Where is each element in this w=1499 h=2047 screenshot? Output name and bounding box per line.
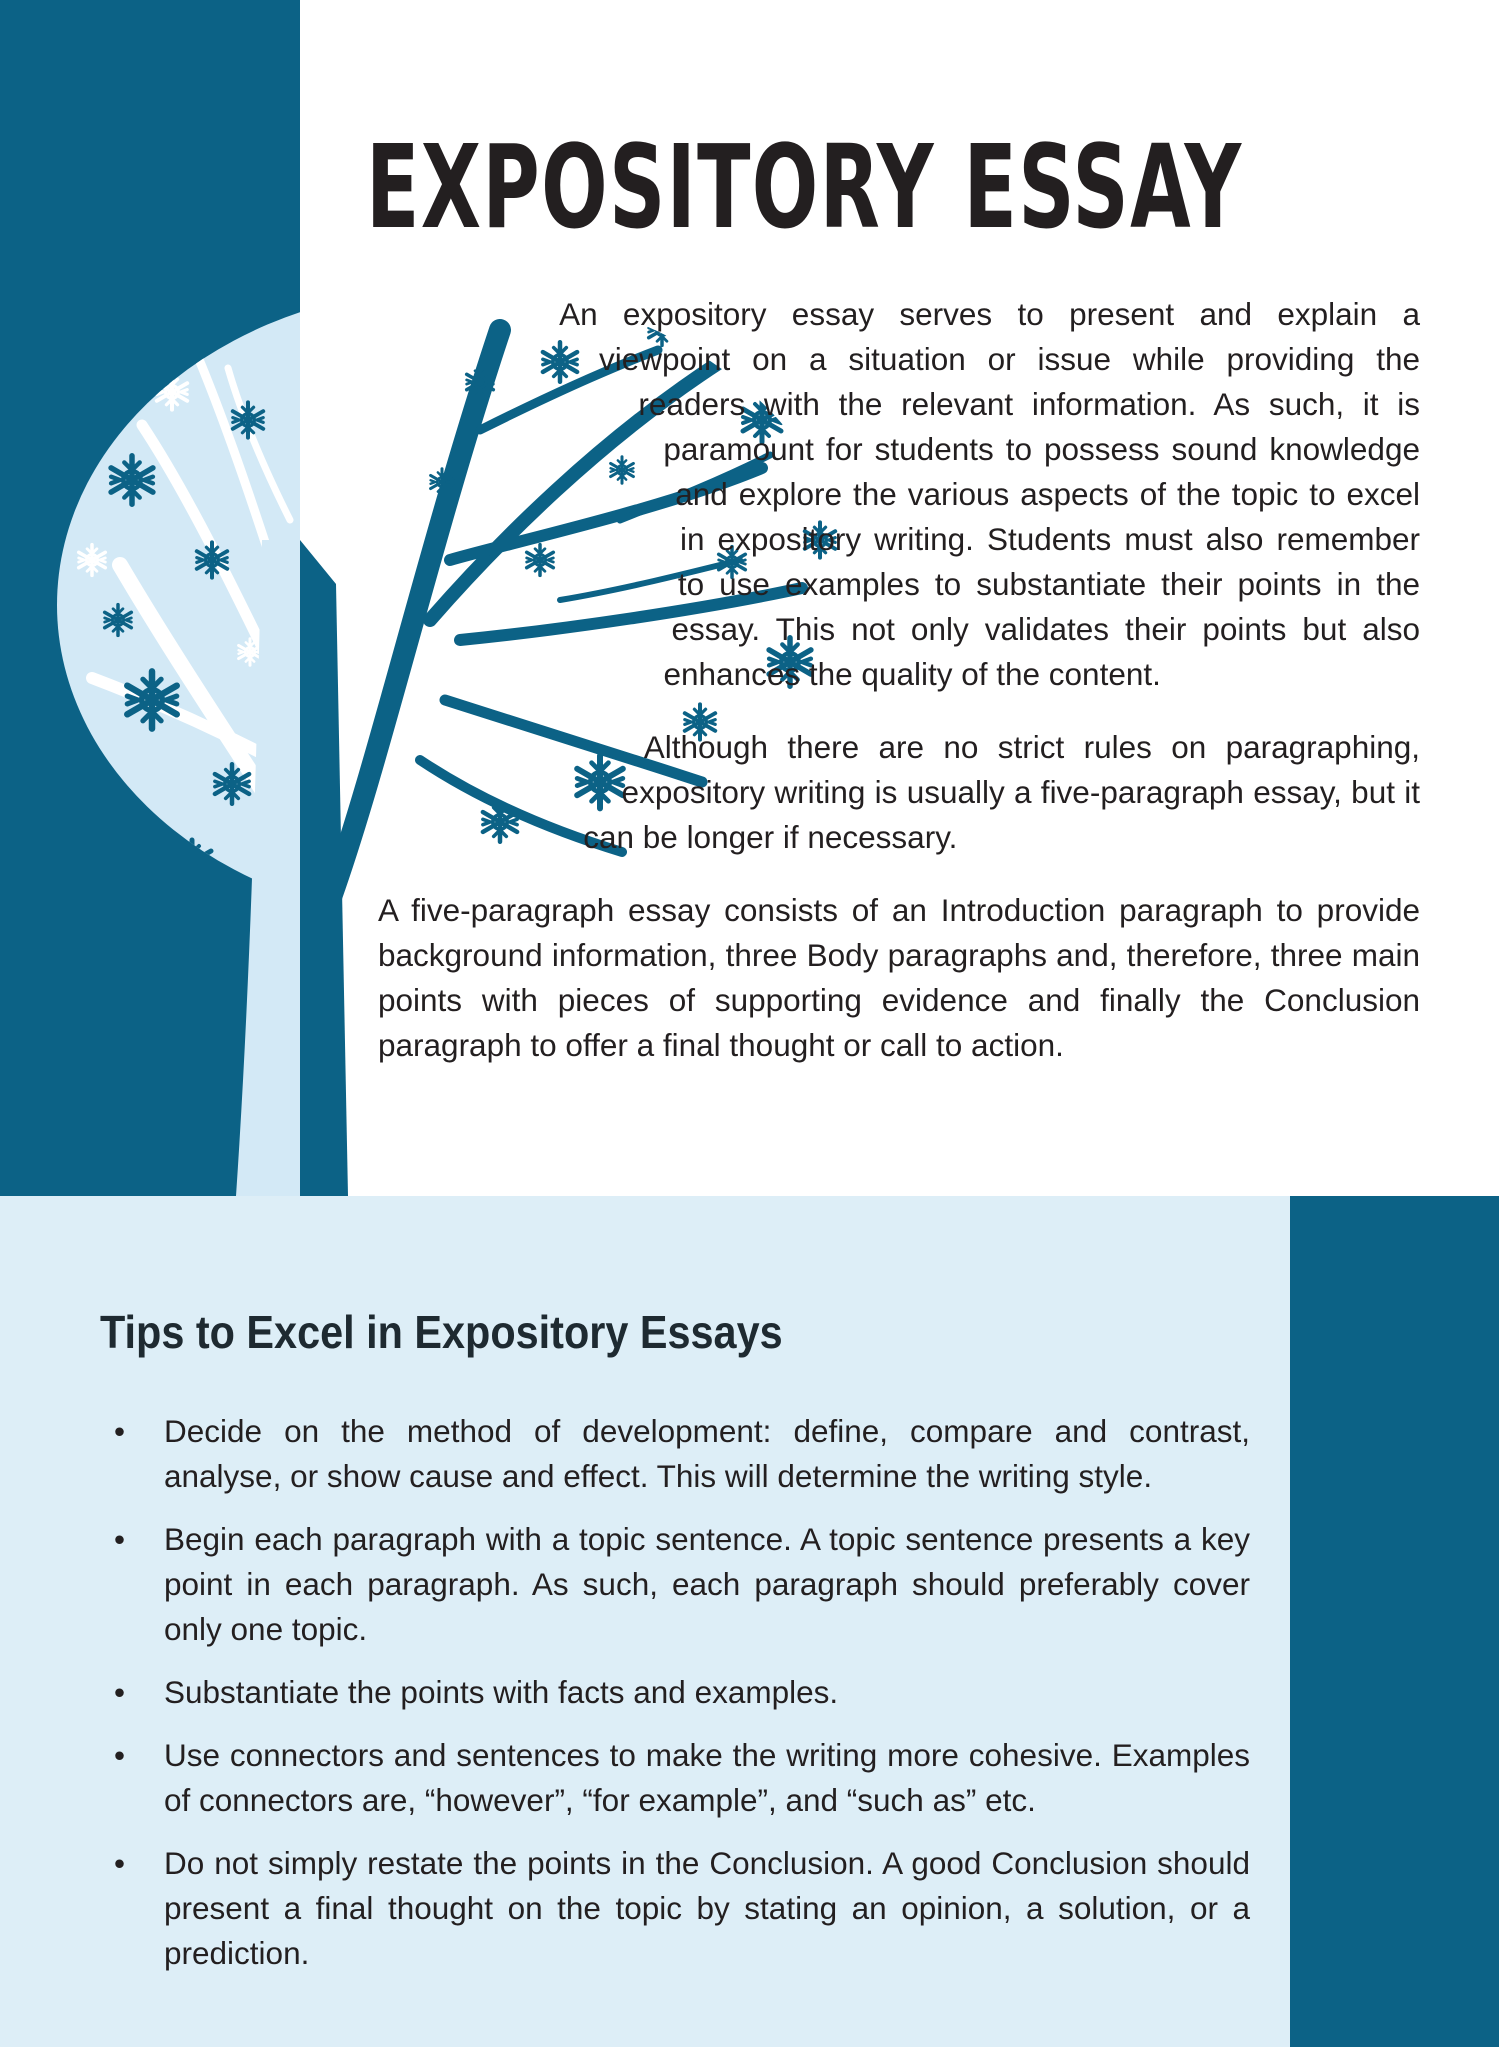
list-item [100, 1733, 1250, 1823]
bullet-icon: • [114, 1844, 126, 1881]
list-item [100, 1841, 1250, 1976]
tips-content [100, 1306, 1250, 1994]
list-item-text: Substantiate the points with facts and examples. [164, 1673, 839, 1710]
right-teal-band [1290, 1196, 1499, 2047]
tips-section [0, 1196, 1499, 2047]
list-item [100, 1517, 1250, 1652]
bullet-icon: • [114, 1736, 126, 1773]
list-item-text: Begin each paragraph with a topic sentence. A topic sentence presents a key point in each paragraph. As such, each paragraph should preferably cover only one topic. [164, 1520, 1250, 1647]
intro-paragraph-1: An expository essay serves to present and explain a viewpoint on a situation or issue while providing the readers with the relevant information. As such, it is paramount for students to possess sound knowledge and explore the various aspects of the topic to excel in expository writing. Students must also remember to use examples to substantiate their points in the essay. This not only validates their points but also enhances the quality of the content. [559, 296, 1420, 692]
intro-block [378, 292, 1420, 1096]
list-item [100, 1670, 1250, 1715]
tips-heading: Tips to Excel in Expository Essays [100, 1306, 783, 1358]
page-title: EXPOSITORY ESSAY [366, 121, 1243, 255]
tips-list [100, 1409, 1250, 1976]
list-item [100, 1409, 1250, 1499]
bullet-icon: • [114, 1673, 126, 1710]
intro-paragraph-2: Although there are no strict rules on paragraphing, expository writing is usually a five-paragraph essay, but it can be longer if necessary. [583, 729, 1420, 855]
bullet-icon: • [114, 1412, 126, 1449]
list-item-text: Do not simply restate the points in the Conclusion. A good Conclusion should present a final thought on the topic by stating an opinion, a solution, or a prediction. [164, 1844, 1250, 1971]
intro-paragraph-3: A five-paragraph essay consists of an Introduction paragraph to provide background information, three Body paragraphs and, therefore, three main points with pieces of supporting evidence and finally the Conclusion paragraph to offer a final thought or call to action. [378, 892, 1420, 1063]
bullet-icon: • [114, 1520, 126, 1557]
list-item-text: Decide on the method of development: define, compare and contrast, analyse, or show cause and effect. This will determine the writing style. [164, 1412, 1250, 1494]
list-item-text: Use connectors and sentences to make the writing more cohesive. Examples of connectors are, “however”, “for example”, and “such as” etc. [164, 1736, 1250, 1818]
